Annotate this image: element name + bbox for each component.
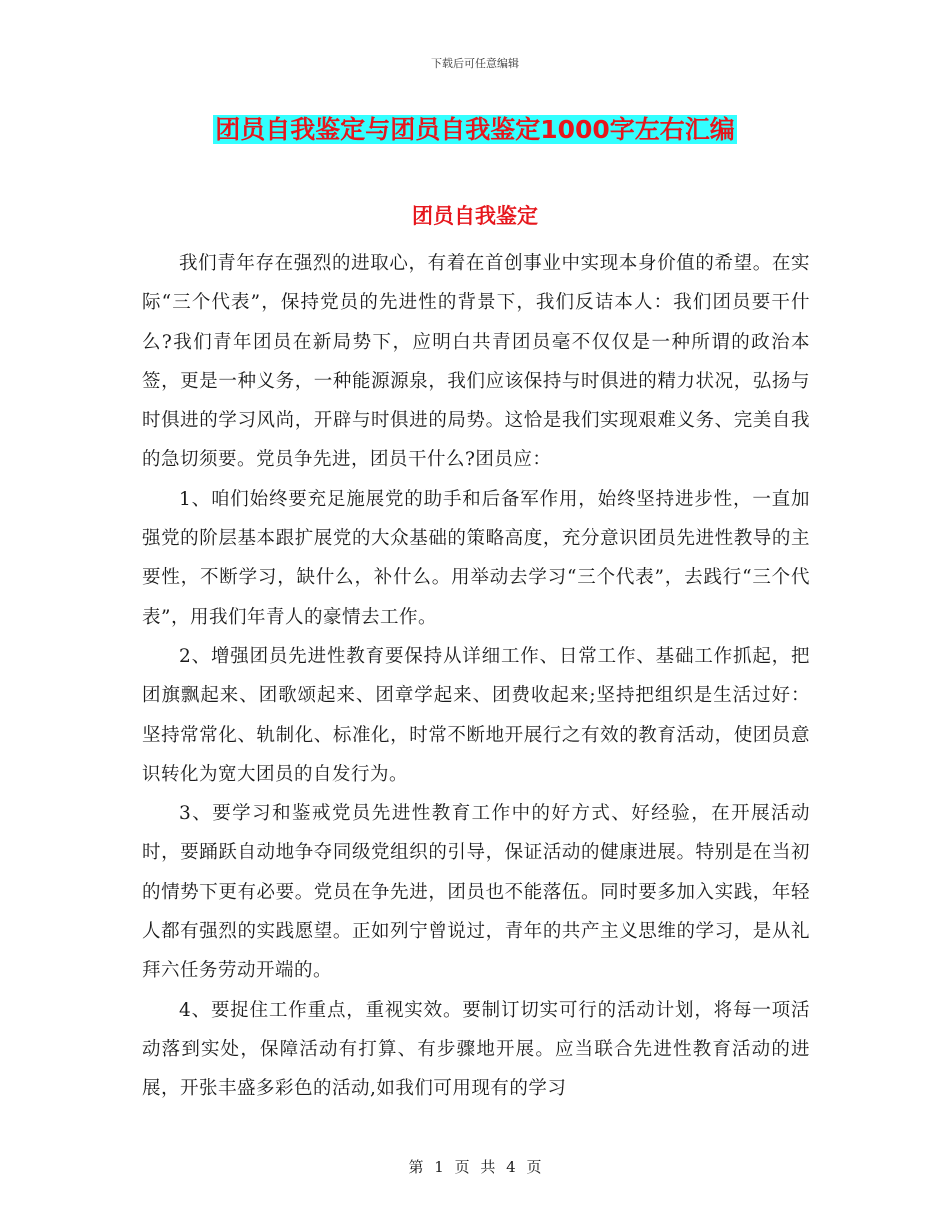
paragraph-point-2: 2、增强团员先进性教育要保持从详细工作、日常工作、基础工作抓起，把团旗飘起来、团歌颂起来、团章学起来、团费收起来;坚持把组织是生活过好：坚持常常化、轨制化、标准化，时常不断地开展行之有效的教育活动，使团员意识转化为宽大团员的自发行为。 — [142, 645, 810, 785]
paragraph-point-4: 4、要捉住工作重点，重视实效。要制订切实可行的活动计划，将每一项活动落到实处，保障活动有打算、有步骤地开展。应当联合先进性教育活动的进展，开张丰盛多彩色的活动,如我们可用现有的学习 — [142, 999, 810, 1100]
paragraph-point-3: 3、要学习和鉴戒党员先进性教育工作中的好方式、好经验，在开展活动时，要踊跃自动地争夺同级党组织的引导，保证活动的健康进展。特别是在当初的情势下更有必要。党员在争先进，团员也不能落伍。同时要多加入实践，年轻人都有强烈的实践愿望。正如列宁曾说过，青年的共产主义思维的学习，是从礼拜六任务劳动开端的。 — [142, 803, 810, 982]
header-note: 下载后可任意编辑 — [431, 57, 519, 70]
paragraph-point-1: 1、咱们始终要充足施展党的助手和后备军作用，始终坚持进步性，一直加强党的阶层基本跟扩展党的大众基础的策略高度，充分意识团员先进性教导的主要性，不断学习，缺什么，补什么。用举动去学习“三个代表”，去践行“三个代表”，用我们年青人的豪情去工作。 — [142, 488, 810, 628]
document-body — [142, 244, 810, 1109]
document-title-text: 团员自我鉴定与团员自我鉴定1000字左右汇编 — [215, 115, 735, 144]
page-footer: 第 1 页 共 4 页 — [408, 1158, 542, 1176]
document-title — [0, 112, 950, 148]
section-title: 团员自我鉴定 — [412, 204, 538, 228]
paragraph-intro: 我们青年存在强烈的进取心，有着在首创事业中实现本身价值的希望。在实际“三个代表”，保持党员的先进性的背景下，我们反诘本人：我们团员要干什么?我们青年团员在新局势下，应明白共青团员毫不仅仅是一种所谓的政治本签，更是一种义务，一种能源源泉，我们应该保持与时俱进的精力状况，弘扬与时俱进的学习风尚，开辟与时俱进的局势。这恰是我们实现艰难义务、完美自我的急切须要。党员争先进，团员干什么?团员应： — [142, 253, 810, 471]
